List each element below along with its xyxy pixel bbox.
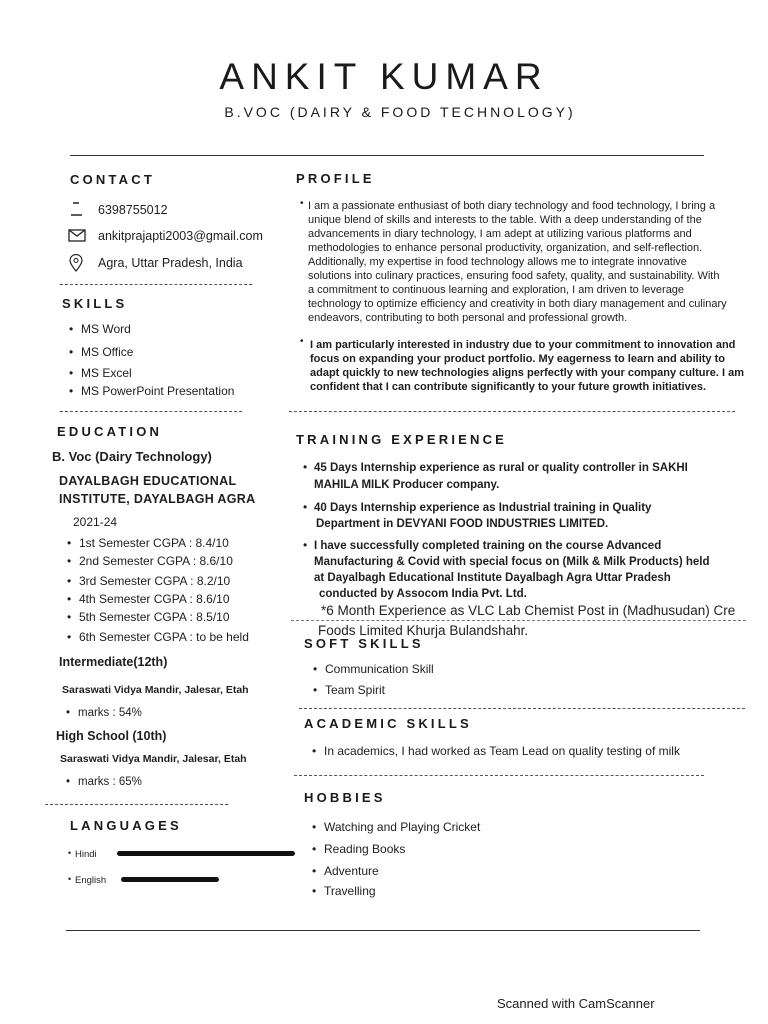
language-level-bar-english bbox=[121, 877, 219, 882]
header-divider bbox=[70, 155, 704, 156]
skills-heading: SKILLS bbox=[62, 296, 128, 311]
semester-cgpa: • 4th Semester CGPA : 8.6/10 bbox=[79, 592, 230, 606]
languages-heading: LANGUAGES bbox=[70, 818, 182, 833]
profile-divider bbox=[289, 411, 735, 412]
contact-location: Agra, Uttar Pradesh, India bbox=[98, 256, 243, 270]
training-item-1: 45 Days Internship experience as rural or quality controller in SAKHI MAHILA MILK Producer company. bbox=[314, 462, 688, 491]
academic-skill-item: • In academics, I had worked as Team Lead on quality testing of milk bbox=[324, 744, 680, 758]
profile-paragraph-1: I am a passionate enthusiast of both diary technology and food technology, I bring a unique blend of skills and interests to the table. With a deep understanding of the advancements in diary technology, I am adept at utilizing various platforms and methodologies to enhance personal productivity, organization, and self-reflection. Additionally, my expertise in food technology allows me to integrate innovative solutions into culinary practices, ensuring food safety, quality, and sustainability. With a commitment to continuous learning and exploration, I am driven to leverage technology to optimize efficiency and creativity in both diary management and culinary endeavors, contributing to both personal and professional growth. bbox=[308, 200, 727, 324]
contact-email: ankitprajapti2003@gmail.com bbox=[98, 229, 263, 243]
language-level-bar-hindi bbox=[117, 851, 295, 856]
semester-cgpa: • 3rd Semester CGPA : 8.2/10 bbox=[79, 574, 230, 588]
skill-item: • MS Office bbox=[81, 345, 133, 359]
semester-cgpa: • 1st Semester CGPA : 8.4/10 bbox=[79, 536, 229, 550]
semester-cgpa: • 6th Semester CGPA : to be held bbox=[79, 630, 249, 644]
soft-skill-item: • Team Spirit bbox=[325, 683, 385, 697]
highschool-marks: • marks : 65% bbox=[78, 776, 142, 788]
training-item-3: I have successfully completed training on the course Advanced Manufacturing & Covid with special focus on (Milk & Milk Products) held at Dayalbagh Educational Institute Dayalbagh Agra Uttar Pradesh conducted by Assocom India Pvt. Ltd. bbox=[314, 540, 710, 600]
highschool-school: Saraswati Vidya Mandir, Jalesar, Etah bbox=[60, 753, 247, 765]
soft-skill-item: • Communication Skill bbox=[325, 662, 434, 676]
training-item-2: 40 Days Internship experience as Industrial training in Quality Department in DEVYANI FOOD INDUSTRIES LIMITED. bbox=[314, 502, 652, 530]
skill-item: • MS Word bbox=[81, 322, 131, 336]
degree-title: B. Voc (Dairy Technology) bbox=[52, 449, 212, 464]
training-heading: TRAINING EXPERIENCE bbox=[296, 432, 508, 447]
email-icon bbox=[68, 229, 86, 243]
academic-skills-heading: ACADEMIC SKILLS bbox=[304, 716, 472, 731]
education-heading: EDUCATION bbox=[57, 424, 163, 439]
phone-icon bbox=[70, 200, 84, 218]
training-divider bbox=[291, 620, 746, 621]
hobby-item: • Watching and Playing Cricket bbox=[324, 820, 480, 834]
skill-item: • MS Excel bbox=[81, 366, 132, 380]
contact-heading: CONTACT bbox=[70, 172, 155, 187]
hobby-item: • Travelling bbox=[324, 884, 376, 898]
skills-divider bbox=[60, 411, 242, 412]
semester-cgpa: • 2nd Semester CGPA : 8.6/10 bbox=[79, 554, 233, 568]
hobby-item: • Adventure bbox=[324, 864, 379, 878]
contact-divider bbox=[60, 284, 252, 285]
location-icon bbox=[69, 254, 83, 272]
institute-line-2: INSTITUTE, DAYALBAGH AGRA bbox=[59, 492, 256, 506]
soft-skills-divider bbox=[299, 708, 745, 709]
semester-cgpa: • 5th Semester CGPA : 8.5/10 bbox=[79, 610, 230, 624]
contact-phone: 6398755012 bbox=[98, 203, 168, 217]
language-name: English bbox=[75, 875, 107, 886]
intermediate-title: Intermediate(12th) bbox=[59, 655, 168, 669]
institute-line-1: DAYALBAGH EDUCATIONAL bbox=[59, 474, 237, 488]
intermediate-marks: • marks : 54% bbox=[78, 707, 142, 719]
extra-experience-line-1: *6 Month Experience as VLC Lab Chemist Post in (Madhusudan) Cre bbox=[321, 603, 736, 618]
academic-divider bbox=[294, 775, 704, 776]
hobby-item: • Reading Books bbox=[324, 842, 405, 856]
profile-heading: PROFILE bbox=[296, 171, 375, 186]
education-year: 2021-24 bbox=[73, 515, 118, 529]
resume-subtitle: B.VOC (DAIRY & FOOD TECHNOLOGY) bbox=[224, 104, 576, 120]
intermediate-school: Saraswati Vidya Mandir, Jalesar, Etah bbox=[62, 684, 249, 696]
extra-experience-line-2: Foods Limited Khurja Bulandshahr. bbox=[318, 623, 529, 638]
soft-skills-heading: SOFT SKILLS bbox=[304, 636, 424, 651]
profile-paragraph-2: I am particularly interested in industry due to your commitment to innovation and focus on expanding your product portfolio. My eagerness to learn and ability to adapt quickly to new technologies aligns perfectly with your company culture. I am confident that I can contribute significantly to your future growth initiatives. bbox=[310, 339, 744, 393]
education-divider bbox=[45, 804, 228, 805]
scanner-watermark: Scanned with CamScanner bbox=[497, 996, 655, 1011]
hobbies-heading: HOBBIES bbox=[304, 790, 386, 805]
footer-divider bbox=[66, 930, 700, 931]
skill-item: • MS PowerPoint Presentation bbox=[81, 384, 234, 398]
language-name: Hindi bbox=[75, 849, 97, 860]
resume-name: ANKIT KUMAR bbox=[219, 56, 549, 97]
highschool-title: High School (10th) bbox=[56, 729, 167, 743]
